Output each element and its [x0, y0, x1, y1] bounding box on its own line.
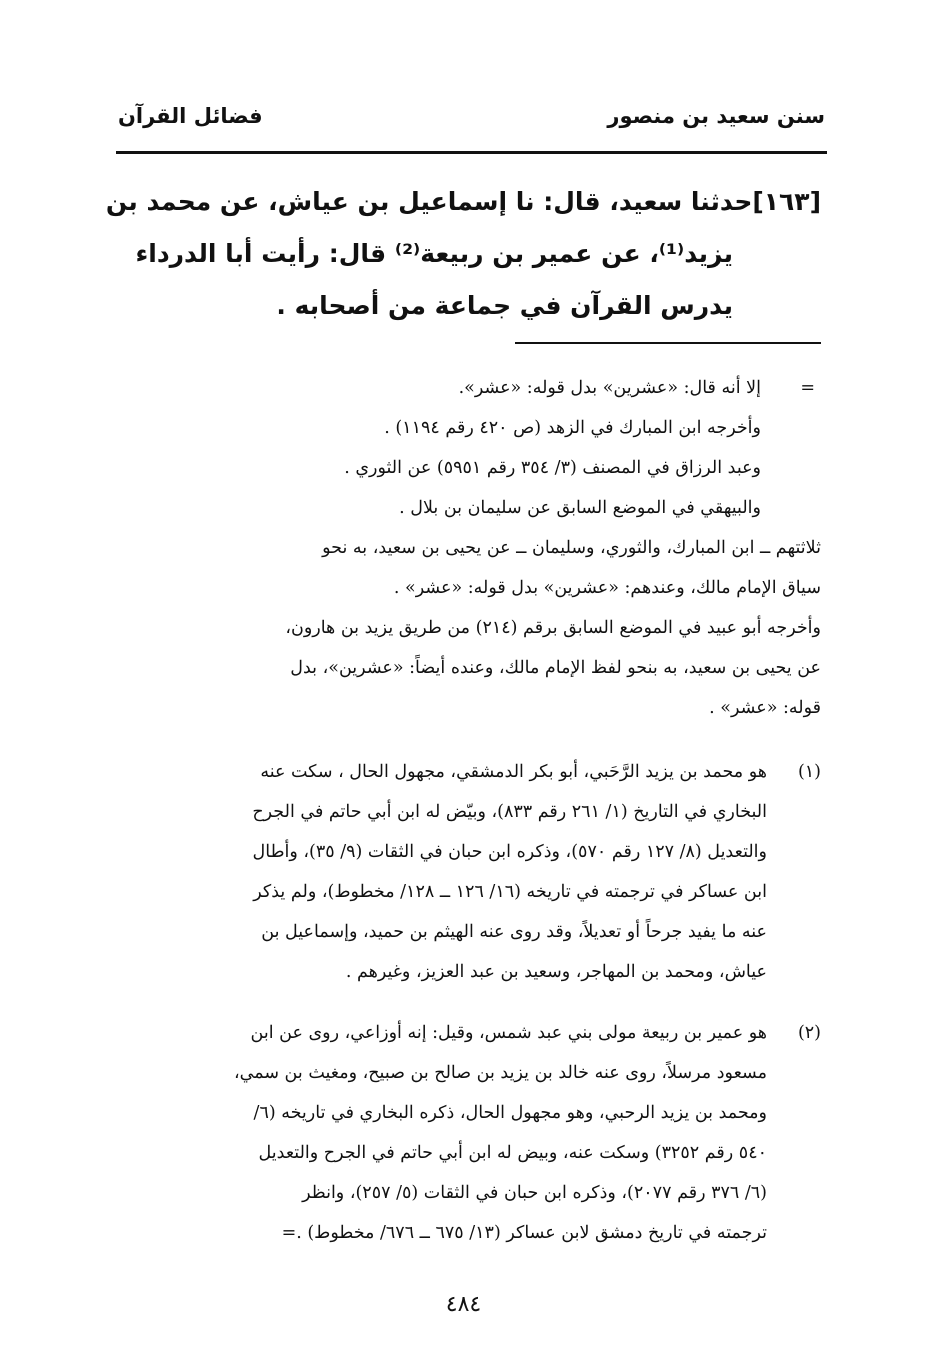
header-rule	[116, 151, 827, 154]
note-line: عنه ما يفيد جرحاً أو تعديلاً، وقد روى عنه الهيثم بن حميد، وإسماعيل بن	[261, 922, 767, 942]
note-line: مسعود مرسلاً، روى عنه خالد بن يزيد بن صالح بن صبيح، ومغيث بن سمي،	[233, 1063, 767, 1083]
footnote-label: (٢)	[797, 1023, 821, 1043]
note-line: قوله: «عشر» .	[709, 698, 821, 718]
note-line: البخاري في التاريخ (١/ ٢٦١ رقم ٨٣٣)، وبيّض له ابن أبي حاتم في الجرح	[252, 802, 767, 822]
note-line: سياق الإمام مالك، وعندهم: «عشرين» بدل قوله: «عشر» .	[393, 578, 821, 598]
note-line: وعبد الرزاق في المصنف (٣/ ٣٥٤ رقم ٥٩٥١) عن الثوري .	[344, 458, 761, 478]
note-line: إلا أنه قال: «عشرين» بدل قوله: «عشر».	[458, 378, 761, 398]
page-number: ٤٨٤	[445, 1292, 482, 1317]
note-line: والبيهقي في الموضع السابق عن سليمان بن بلال .	[399, 498, 761, 518]
note-line: هو عمير بن ربيعة مولى بني عبد شمس، وقيل: إنه أوزاعي، روى عن ابن	[250, 1023, 767, 1043]
continued-footnote	[116, 368, 821, 728]
note-line: هو محمد بن يزيد الرَّحَبي، أبو بكر الدمشقي، مجهول الحال ، سكت عنه	[260, 762, 767, 782]
note-line: ترجمته في تاريخ دمشق لابن عساكر (١٣/ ٦٧٥ ــ ٦٧٦/ مخطوط) .=	[281, 1223, 767, 1243]
footnote-label: (١)	[797, 762, 821, 782]
footnote-1	[116, 752, 821, 992]
hadith-text	[105, 176, 821, 332]
hadith-line: يزيد⁽¹⁾، عن عمير بن ربيعة⁽²⁾ قال: رأيت أبا الدرداء	[135, 239, 733, 268]
footnote-separator	[515, 342, 821, 344]
note-line: ومحمد بن يزيد الرحبي، وهو مجهول الحال، ذكره البخاري في تاريخه (٦/	[253, 1103, 767, 1123]
note-line: ابن عساكر في ترجمته في تاريخه (١٦/ ١٢٦ ــ ١٢٨/ مخطوط)، ولم يذكر	[253, 882, 767, 902]
running-header-section-title: فضائل القرآن	[118, 104, 263, 128]
continuation-marker: =	[800, 378, 815, 398]
note-line: (٦/ ٣٧٦ رقم ٢٠٧٧)، وذكره ابن حبان في الثقات (٥/ ٢٥٧)، وانظر	[302, 1183, 767, 1203]
hadith-line: يدرس القرآن في جماعة من أصحابه .	[276, 291, 733, 320]
running-header-book-title: سنن سعيد بن منصور	[607, 104, 825, 128]
note-line: والتعديل (٨/ ١٢٧ رقم ٥٧٠)، وذكره ابن حبان في الثقات (٩/ ٣٥)، وأطال	[252, 842, 767, 862]
note-line: وأخرجه أبو عبيد في الموضع السابق برقم (٢١٤) من طريق يزيد بن هارون،	[285, 618, 821, 638]
note-line: وأخرجه ابن المبارك في الزهد (ص ٤٢٠ رقم ١١٩٤) .	[384, 418, 761, 438]
hadith-line: [١٦٣]حدثنا سعيد، قال: نا إسماعيل بن عياش، عن محمد بن	[105, 187, 821, 216]
note-line: عياش، ومحمد بن المهاجر، وسعيد بن عبد العزيز، وغيرهم .	[345, 962, 767, 982]
footnote-2	[116, 1013, 821, 1253]
note-line: ٥٤٠ رقم ٣٢٥٢) وسكت عنه، وبيض له ابن أبي حاتم في الجرح والتعديل	[258, 1143, 767, 1163]
note-line: عن يحيى بن سعيد، به بنحو لفظ الإمام مالك، وعنده أيضاً: «عشرين»، بدل	[290, 658, 821, 678]
note-line: ثلاثتهم ــ ابن المبارك، والثوري، وسليمان ــ عن يحيى بن سعيد، به نحو	[322, 538, 821, 558]
